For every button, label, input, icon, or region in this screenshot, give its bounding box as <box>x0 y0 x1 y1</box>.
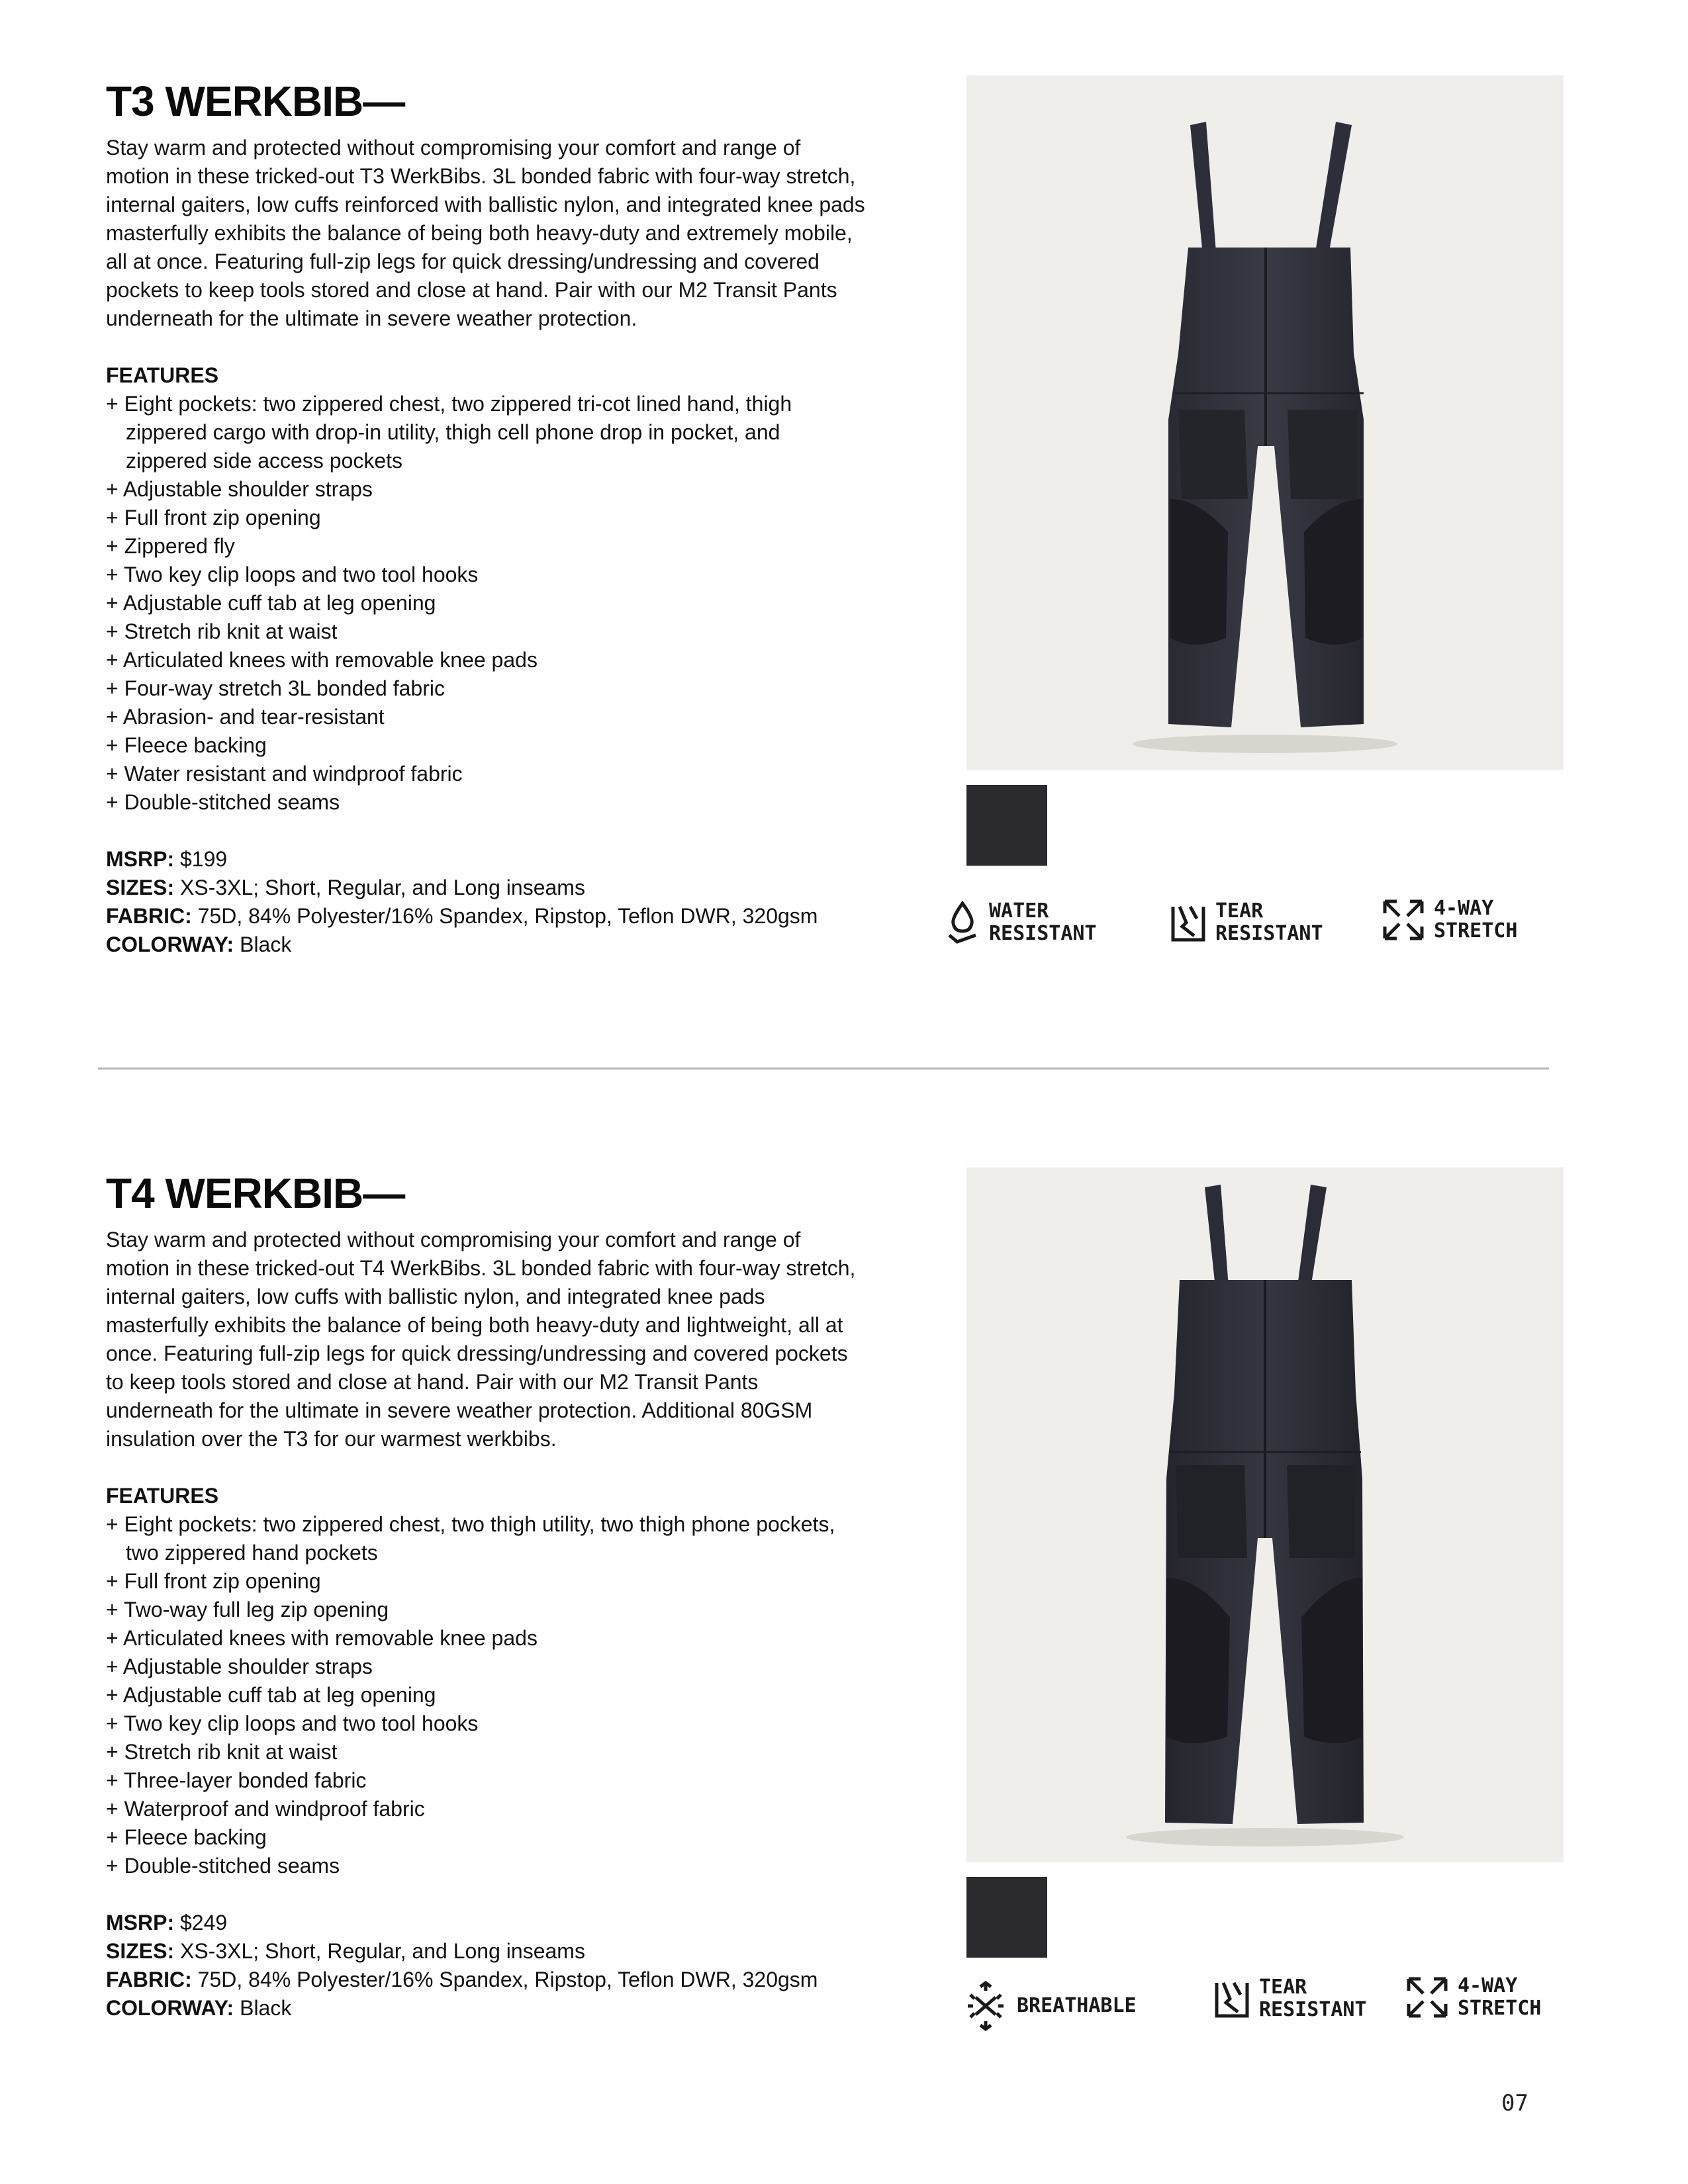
sizes-row: SIZES: XS-3XL; Short, Regular, and Long inseams <box>106 1939 585 1964</box>
badge-breathable <box>964 1980 1137 2032</box>
badge-4-way-stretch <box>1382 897 1517 942</box>
colorway-row: COLORWAY: Black <box>106 933 292 957</box>
feature-item: + Adjustable shoulder straps <box>106 475 867 504</box>
page-number: 07 <box>1501 2090 1528 2116</box>
fabric-value: 75D, 84% Polyester/16% Spandex, Ripstop, Teflon DWR, 320gsm <box>197 1968 818 1992</box>
tear-icon <box>1170 903 1206 942</box>
feature-item: + Articulated knees with removable knee pads <box>106 646 867 674</box>
sizes-value: XS-3XL; Short, Regular, and Long inseams <box>180 1939 585 1964</box>
fabric-value: 75D, 84% Polyester/16% Spandex, Ripstop, Teflon DWR, 320gsm <box>197 904 818 929</box>
feature-item: + Eight pockets: two zippered chest, two thigh utility, two thigh phone pockets, two zippered hand pockets <box>106 1510 867 1567</box>
feature-item: + Four-way stretch 3L bonded fabric <box>106 674 867 703</box>
feature-item: + Double-stitched seams <box>106 1852 867 1880</box>
badge-label: 4-WAY STRETCH <box>1458 1974 1542 2020</box>
badge-water-resistant <box>945 900 1097 945</box>
fabric-row: FABRIC: 75D, 84% Polyester/16% Spandex, Ripstop, Teflon DWR, 320gsm <box>106 1968 818 1992</box>
badge-label: BREATHABLE <box>1017 1994 1137 2017</box>
feature-item: + Stretch rib knit at waist <box>106 617 867 646</box>
feature-item: + Double-stitched seams <box>106 788 867 817</box>
feature-item: + Adjustable shoulder straps <box>106 1653 867 1681</box>
four-way-arrows-icon <box>1406 1976 1448 2019</box>
feature-item: + Articulated knees with removable knee pads <box>106 1624 867 1653</box>
feature-item: + Fleece backing <box>106 1823 867 1852</box>
colorway-value: Black <box>240 933 292 957</box>
feature-item: + Two key clip loops and two tool hooks <box>106 1709 867 1738</box>
badge-4-way-stretch <box>1406 1975 1541 2020</box>
feature-item: + Two key clip loops and two tool hooks <box>106 561 867 589</box>
badge-label: WATER RESISTANT <box>989 899 1097 945</box>
feature-item: + Eight pockets: two zippered chest, two zippered tri-cot lined hand, thigh zippered cargo with drop-in utility, thigh cell phone drop in pocket, and zippered side access pockets <box>106 390 867 475</box>
feature-item: + Fleece backing <box>106 731 867 760</box>
fabric-row: FABRIC: 75D, 84% Polyester/16% Spandex, Ripstop, Teflon DWR, 320gsm <box>106 904 818 929</box>
msrp-value: $249 <box>180 1911 228 1935</box>
badge-tear-resistant <box>1170 900 1323 945</box>
product-specs <box>106 1909 867 2023</box>
section-divider <box>98 1068 1549 1069</box>
product-description: Stay warm and protected without compromising your comfort and range of motion in these tricked-out T3 WerkBibs. 3L bonded fabric with four-way stretch, internal gaiters, low cuffs reinforced with ballistic nylon, and integrated knee pads masterfully exhibits the balance of being both heavy-duty and extremely mobile, all at once. Featuring full-zip legs for quick dressing/undressing and covered pockets to keep tools stored and close at hand. Pair with our M2 Transit Pants underneath for the ultimate in severe weather protection. <box>106 136 865 331</box>
features-list <box>106 390 867 817</box>
badge-label: TEAR RESISTANT <box>1215 899 1323 945</box>
product-description: Stay warm and protected without compromising your comfort and range of motion in these tricked-out T4 WerkBibs. 3L bonded fabric with four-way stretch, internal gaiters, low cuffs with ballistic nylon, and integrated knee pads masterfully exhibits the balance of being both heavy-duty and lightweight, all at once. Featuring full-zip legs for quick dressing/undressing and covered pockets to keep tools stored and close at hand. Pair with our M2 Transit Pants underneath for the ultimate in severe weather protection. Additional 80GSM insulation over the T3 for our warmest werkbibs. <box>106 1228 856 1451</box>
feature-item: + Zippered fly <box>106 532 867 561</box>
features-heading: FEATURES <box>106 363 219 388</box>
msrp-row: MSRP: $249 <box>106 1911 228 1935</box>
color-swatch[interactable] <box>966 1877 1047 1958</box>
colorway-value: Black <box>240 1996 292 2021</box>
product-text-column <box>106 1170 867 2023</box>
color-swatch[interactable] <box>966 785 1047 866</box>
features-heading: FEATURES <box>106 1484 219 1508</box>
product-specs <box>106 845 867 959</box>
tear-icon <box>1214 1979 1250 2019</box>
msrp-value: $199 <box>180 847 228 872</box>
feature-item: + Waterproof and windproof fabric <box>106 1795 867 1823</box>
product-photo-t3 <box>966 75 1564 770</box>
feature-item: + Three-layer bonded fabric <box>106 1766 867 1795</box>
feature-item: + Adjustable cuff tab at leg opening <box>106 1681 867 1709</box>
product-text-column <box>106 78 867 959</box>
product-title: T3 WERKBIB— <box>106 77 405 125</box>
colorway-row: COLORWAY: Black <box>106 1996 292 2021</box>
feature-item: + Two-way full leg zip opening <box>106 1596 867 1624</box>
msrp-row: MSRP: $199 <box>106 847 228 872</box>
werkbib-illustration <box>966 1167 1564 1862</box>
badge-label: TEAR RESISTANT <box>1259 1976 1367 2021</box>
badge-label: 4-WAY STRETCH <box>1434 897 1518 942</box>
badge-tear-resistant <box>1214 1976 1367 2021</box>
werkbib-illustration <box>966 75 1564 770</box>
feature-item: + Adjustable cuff tab at leg opening <box>106 589 867 617</box>
four-way-arrows-icon <box>1382 899 1425 941</box>
feature-item: + Full front zip opening <box>106 1567 867 1596</box>
feature-item: + Stretch rib knit at waist <box>106 1738 867 1766</box>
product-title: T4 WERKBIB— <box>106 1169 405 1217</box>
sizes-row: SIZES: XS-3XL; Short, Regular, and Long inseams <box>106 876 585 900</box>
features-list <box>106 1510 867 1880</box>
product-photo-t4 <box>966 1167 1564 1862</box>
sizes-value: XS-3XL; Short, Regular, and Long inseams <box>180 876 585 900</box>
feature-item: + Full front zip opening <box>106 504 867 532</box>
feature-item: + Water resistant and windproof fabric <box>106 760 867 788</box>
water-drop-icon <box>945 901 980 944</box>
feature-item: + Abrasion- and tear-resistant <box>106 703 867 731</box>
breathable-icon <box>964 1980 1008 2032</box>
